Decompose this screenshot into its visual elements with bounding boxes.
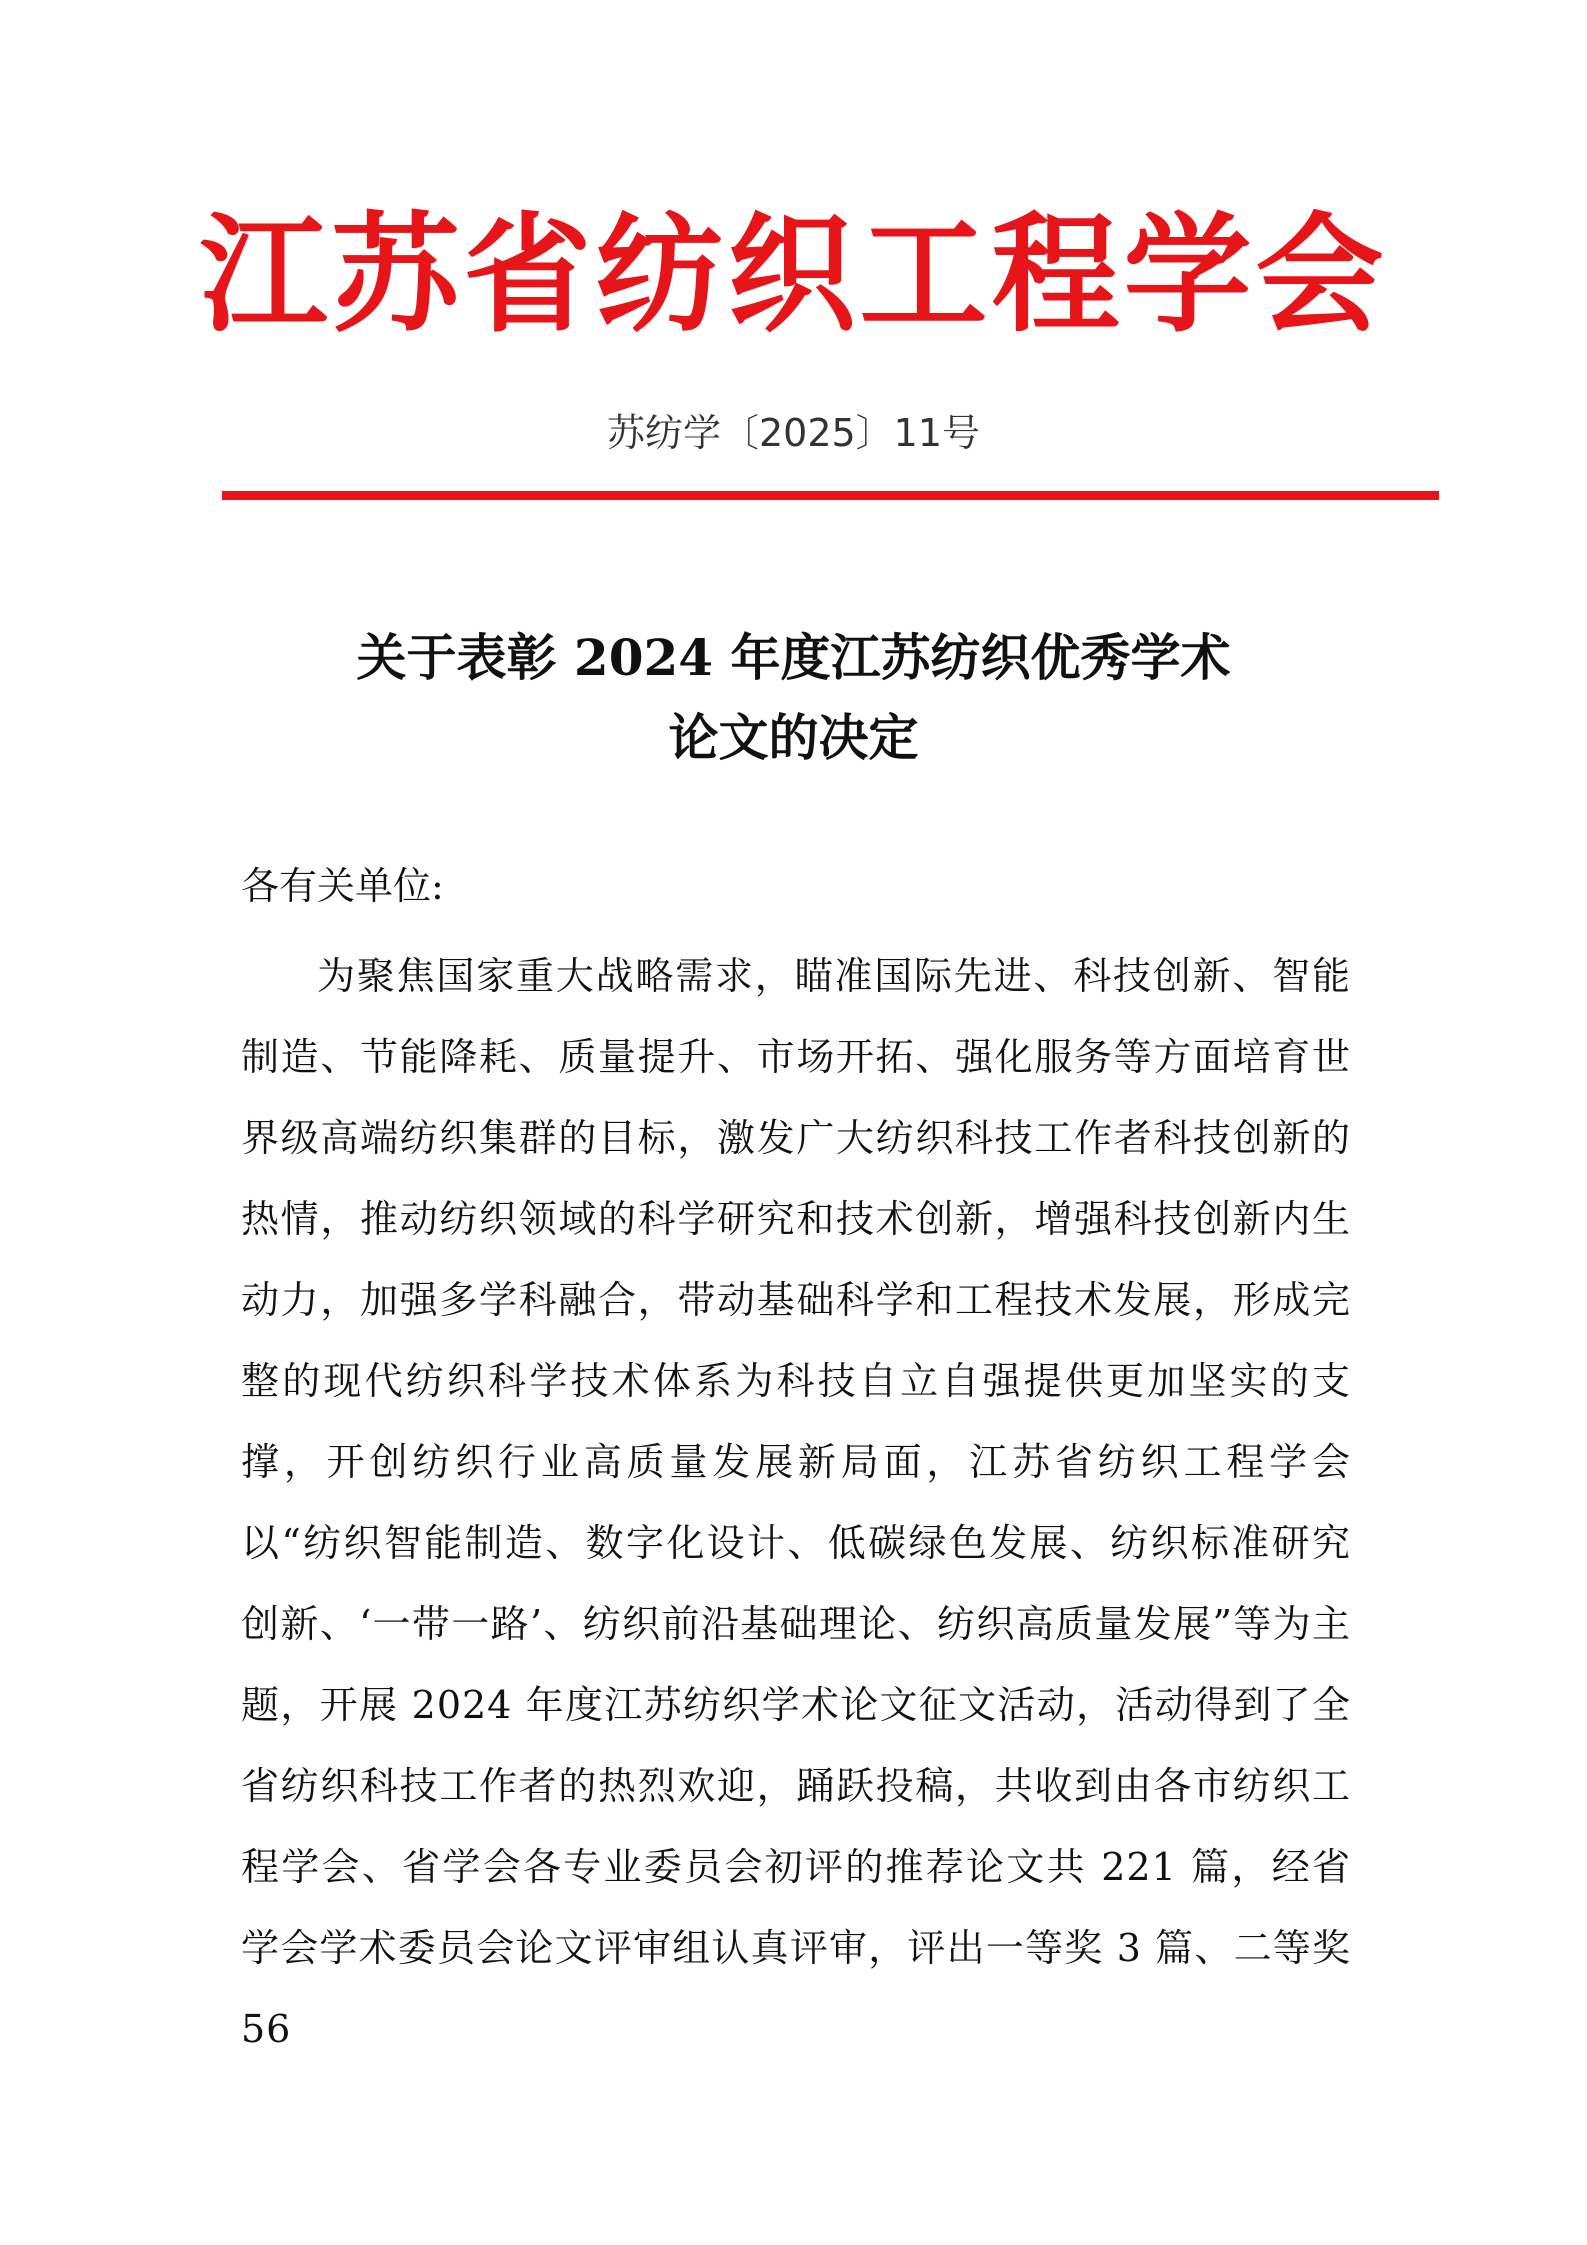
document-number: 苏纺学〔2025〕11号	[606, 411, 981, 455]
red-divider-line	[222, 491, 1439, 500]
document-title-line-2: 论文的决定	[668, 708, 919, 767]
document-title	[0, 618, 1587, 778]
addressee: 各有关单位:	[241, 864, 444, 908]
document-title-line-1: 关于表彰 2024 年度江苏纺织优秀学术	[356, 628, 1231, 687]
organization-masthead: 江苏省纺织工程学会	[199, 200, 1388, 350]
body-paragraph: 为聚焦国家重大战略需求，瞄准国际先进、科技创新、智能制造、节能降耗、质量提升、市场开拓、强化服务等方面培育世界级高端纺织集群的目标，激发广大纺织科技工作者科技创新的热情，推动纺织领域的科学研究和技术创新，增强科技创新内生动力，加强多学科融合，带动基础科学和工程技术发展，形成完整的现代纺织科学技术体系为科技自立自强提供更加坚实的支撑，开创纺织行业高质量发展新局面，江苏省纺织工程学会以“纺织智能制造、数字化设计、低碳绿色发展、纺织标准研究创新、‘一带一路’、纺织前沿基础理论、纺织高质量发展”等为主题，开展 2024 年度江苏纺织学术论文征文活动，活动得到了全省纺织科技工作者的热烈欢迎，踊跃投稿，共收到由各市纺织工程学会、省学会各专业委员会初评的推荐论文共 221 篇，经省学会学术委员会论文评审组认真评审，评出一等奖 3 篇、二等奖 56	[241, 954, 1351, 2051]
